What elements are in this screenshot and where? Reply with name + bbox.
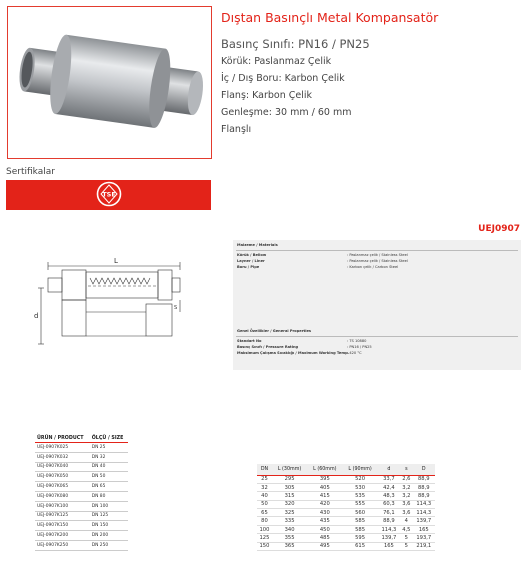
table-row [257,492,435,500]
table-row [257,500,435,508]
material-value: : Karbon çelik / Carbon Steel [347,265,399,269]
product-title: Dıştan Basınçlı Metal Kompansatör [221,10,439,25]
general-value: : PN16 / PN25 [347,345,372,349]
table-cell: 5 [400,534,412,542]
material-value: : Paslanmaz çelik / Stainless Steel [347,253,408,257]
table-cell: 48,3 [378,492,400,500]
dimensions-table [257,464,435,551]
divider [236,336,518,337]
length-label: L [114,257,118,265]
size-cell: DN 100 [90,501,128,511]
table-row [35,462,128,472]
table-cell: 485 [307,534,342,542]
product-code-cell: UEJ-0907K250 [35,540,90,550]
material-key: Layner / Liner [237,259,265,263]
table-cell: 520 [342,475,377,483]
table-cell: 165 [413,525,435,533]
table-cell: 50 [257,500,272,508]
table-cell: 365 [272,542,307,550]
product-code: UEJ0907 [478,224,520,234]
column-header-d: d [378,464,400,475]
table-cell: 415 [307,492,342,500]
spec-bellow: Körük: Paslanmaz Çelik [221,56,332,67]
spec-flanged: Flanşlı [221,124,252,135]
table-row [35,540,128,550]
table-cell: 340 [272,525,307,533]
table-row [35,452,128,462]
table-row [35,521,128,531]
table-row [257,525,435,533]
product-code-cell: UEJ-0907K200 [35,531,90,541]
table-header-row [35,435,128,443]
table-cell: 395 [307,475,342,483]
column-header-l90: L (90mm) [342,464,377,475]
table-cell: 42,4 [378,483,400,491]
table-cell: 219,1 [413,542,435,550]
table-cell: 4 [400,517,412,525]
table-cell: 405 [307,483,342,491]
divider [236,250,518,251]
material-key: Boru / Pipe [237,265,260,269]
table-row [257,475,435,483]
table-cell: 33,7 [378,475,400,483]
table-cell: 3,6 [400,509,412,517]
table-cell: 295 [272,475,307,483]
column-header-l30: L (30mm) [272,464,307,475]
table-cell: 555 [342,500,377,508]
table-row [257,483,435,491]
table-cell: 355 [272,534,307,542]
product-code-cell: UEJ-0907K040 [35,462,90,472]
material-value: : Paslanmaz çelik / Stainless Steel [347,259,408,263]
material-key: Körük / Bellow [237,253,267,257]
technical-drawing [28,252,213,362]
general-row [237,351,517,357]
table-cell: 76,1 [378,509,400,517]
size-cell: DN 150 [90,521,128,531]
table-cell: 88,9 [378,517,400,525]
size-cell: DN 40 [90,462,128,472]
column-header-product: ÜRÜN / PRODUCT [35,435,90,443]
table-row [257,517,435,525]
table-cell: 430 [307,509,342,517]
general-key: Maksimum Çalışma Sıcaklığı / Maximum Working Temp. [237,351,350,355]
size-cell: DN 65 [90,482,128,492]
product-code-cell: UEJ-0907K125 [35,511,90,521]
material-row [237,265,517,271]
product-code-cell: UEJ-0907K050 [35,472,90,482]
table-cell: 139,7 [413,517,435,525]
materials-heading: Malzeme / Materials [237,243,278,247]
table-cell: 3,2 [400,492,412,500]
table-cell: 2,6 [400,475,412,483]
table-row [35,501,128,511]
table-row [257,542,435,550]
certificates-label: Sertifikalar [6,167,55,177]
table-cell: 100 [257,525,272,533]
table-cell: 530 [342,483,377,491]
spec-expansion: Genleşme: 30 mm / 60 mm [221,107,352,118]
table-cell: 335 [272,517,307,525]
table-cell: 32 [257,483,272,491]
table-cell: 495 [307,542,342,550]
product-code-cell: UEJ-0907K025 [35,443,90,453]
table-cell: 125 [257,534,272,542]
table-cell: 88,9 [413,475,435,483]
table-cell: 320 [272,500,307,508]
table-cell: 315 [272,492,307,500]
table-row [35,491,128,501]
spec-pipe: İç / Dış Boru: Karbon Çelik [221,73,345,84]
table-header-row [257,464,435,475]
table-cell: 65 [257,509,272,517]
column-header-l60: L (60mm) [307,464,342,475]
table-cell: 305 [272,483,307,491]
table-cell: 3,2 [400,483,412,491]
table-cell: 114,3 [413,500,435,508]
tse-logo-icon[interactable] [96,181,122,207]
table-cell: 114,3 [413,509,435,517]
size-cell: DN 125 [90,511,128,521]
material-document [233,240,521,370]
table-cell: 139,7 [378,534,400,542]
size-cell: DN 25 [90,443,128,453]
general-heading: Genel Özellikler / General Properties [237,329,312,333]
table-row [35,511,128,521]
table-cell: 420 [307,500,342,508]
table-cell: 450 [307,525,342,533]
table-row [257,509,435,517]
table-cell: 150 [257,542,272,550]
table-cell: 595 [342,534,377,542]
table-cell: 5 [400,542,412,550]
diameter-label: d [34,312,39,320]
general-value: : 420 °C [347,351,362,355]
pressure-class: Basınç Sınıfı: PN16 / PN25 [221,37,370,51]
table-cell: 4,5 [400,525,412,533]
column-header-s: s [400,464,412,475]
stroke-label: S [174,305,178,311]
product-code-cell: UEJ-0907K100 [35,501,90,511]
table-row [35,472,128,482]
table-cell: 3,6 [400,500,412,508]
tse-logo-text: TSE [102,190,116,199]
table-cell: 165 [378,542,400,550]
table-cell: 88,9 [413,483,435,491]
product-code-cell: UEJ-0907K065 [35,482,90,492]
table-cell: 615 [342,542,377,550]
table-cell: 80 [257,517,272,525]
general-key: Standart No [237,339,262,343]
table-cell: 114,3 [378,525,400,533]
table-cell: 585 [342,517,377,525]
product-code-cell: UEJ-0907K032 [35,452,90,462]
product-code-cell: UEJ-0907K080 [35,491,90,501]
compensator-photo [8,7,213,160]
product-image[interactable] [7,6,212,159]
table-cell: 325 [272,509,307,517]
table-cell: 40 [257,492,272,500]
size-cell: DN 80 [90,491,128,501]
table-cell: 535 [342,492,377,500]
size-cell: DN 50 [90,472,128,482]
size-cell: DN 32 [90,452,128,462]
column-header-outer-d: D [413,464,435,475]
table-row [35,531,128,541]
table-row [257,534,435,542]
product-size-table [35,435,128,551]
table-row [35,443,128,453]
general-value: : TS 10880 [347,339,367,343]
table-cell: 25 [257,475,272,483]
table-cell: 435 [307,517,342,525]
table-row [35,482,128,492]
size-cell: DN 200 [90,531,128,541]
table-cell: 560 [342,509,377,517]
table-cell: 60,3 [378,500,400,508]
product-code-cell: UEJ-0907K150 [35,521,90,531]
column-header-size: ÖLÇÜ / SIZE [90,435,128,443]
certificates-bar [6,180,211,210]
table-cell: 193,7 [413,534,435,542]
table-cell: 88,9 [413,492,435,500]
table-cell: 585 [342,525,377,533]
general-key: Basınç Sınıfı / Pressure Rating [237,345,299,349]
spec-flange: Flanş: Karbon Çelik [221,90,313,101]
size-cell: DN 250 [90,540,128,550]
column-header-dn: DN [257,464,272,475]
